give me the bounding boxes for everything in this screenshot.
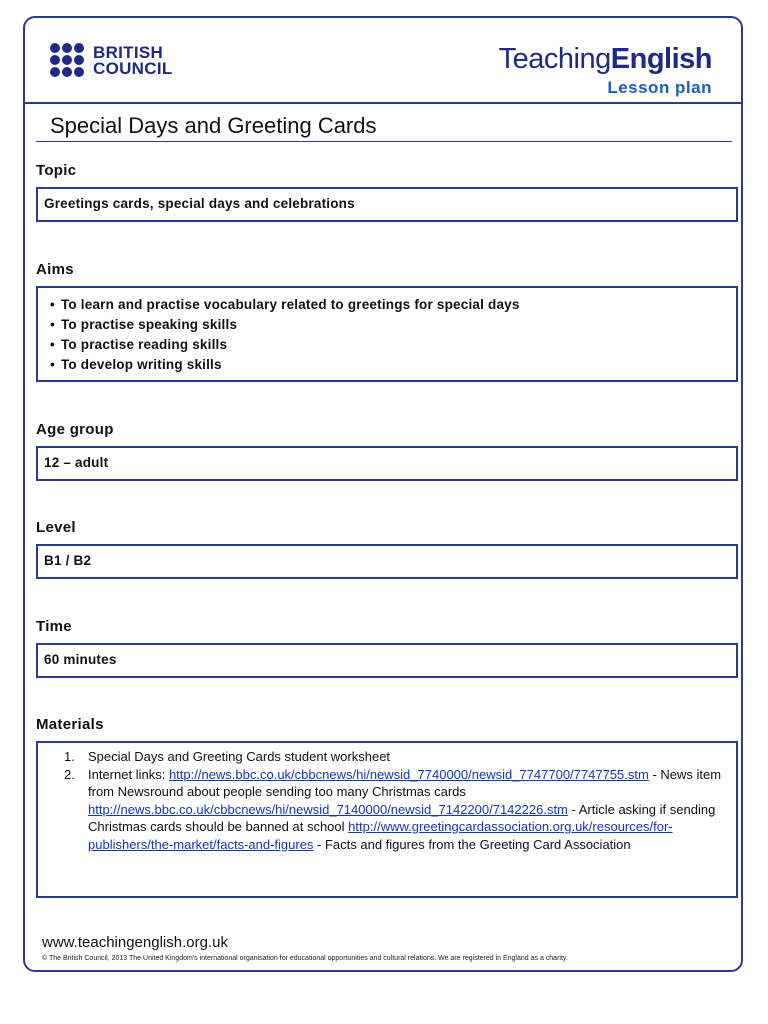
level-label: Level [36,519,76,536]
time-label: Time [36,618,72,635]
title-divider [36,141,732,142]
lesson-plan-subtitle: Lesson plan [607,78,712,97]
aims-item: • To develop writing skills [50,355,730,375]
aims-section [36,261,738,382]
materials-list [64,748,730,853]
age-group-box [36,446,738,481]
materials-section [36,716,738,898]
org-line1: BRITISH [93,42,164,62]
materials-label: Materials [36,716,104,733]
footer-website-url: www.teachingenglish.org.uk [42,934,228,951]
header-divider [23,102,743,104]
brand-english: English [610,43,712,75]
topic-value: Greetings cards, special days and celebrations [44,196,355,211]
christmas-cards-ban-link[interactable]: http://news.bbc.co.uk/cbbcnews/hi/newsid_7140000/newsid_7142200/7142226.stm [88,801,568,817]
org-line2: COUNCIL [93,58,173,78]
materials-item-number: 2. [64,766,75,782]
materials-item-number: 1. [64,749,75,764]
materials-box [36,741,738,898]
time-box [36,643,738,678]
page-title: Special Days and Greeting Cards [50,113,377,138]
aims-item: • To practise reading skills [50,335,730,355]
age-group-value: 12 – adult [44,455,109,470]
footer-copyright: © The British Council, 2013 The United Kingdom's international organisation for educational opportunities and cultural relations. We are registered in England as a charity. [42,955,568,962]
greeting-card-association-link[interactable]: http://www.greetingcardassociation.org.uk/resources/for-publishers/the-market/facts-and-figures [88,819,673,852]
age-group-section [36,421,738,481]
level-box [36,544,738,579]
brand-teaching: Teaching [498,43,611,75]
topic-label: Topic [36,162,77,179]
teaching-english-logo [499,42,712,98]
british-council-logo [50,43,173,78]
british-council-dots-icon [50,43,85,78]
materials-item [64,766,730,854]
aims-box [36,286,738,382]
aims-item: • To learn and practise vocabulary related to greetings for special days [50,295,730,315]
time-section [36,618,738,678]
newsround-link-desc: - News item from Newsround about people sending too many Christmas cards [88,766,722,799]
level-value: B1 / B2 [44,553,92,568]
newsround-link[interactable]: http://news.bbc.co.uk/cbbcnews/hi/newsid_7740000/newsid_7747700/7747755.stm [168,766,649,782]
british-council-wordmark [93,42,173,78]
aims-item: • To practise speaking skills [50,315,730,335]
age-group-label: Age group [36,421,114,438]
internet-links-prefix: Internet links: [88,766,169,782]
time-value: 60 minutes [44,652,117,667]
topic-box [36,187,738,222]
greeting-card-association-link-desc: - Facts and figures from the Greeting Card Association [313,836,631,852]
christmas-cards-ban-link-desc: - Article asking if sending Christmas cards should be banned at school [88,801,716,834]
materials-item [64,748,730,766]
aims-label: Aims [36,261,74,278]
teaching-english-wordmark [499,42,712,76]
level-section [36,519,738,579]
topic-section [36,162,738,222]
materials-item-text: Special Days and Greeting Cards student worksheet [88,749,391,764]
aims-list [44,295,730,375]
